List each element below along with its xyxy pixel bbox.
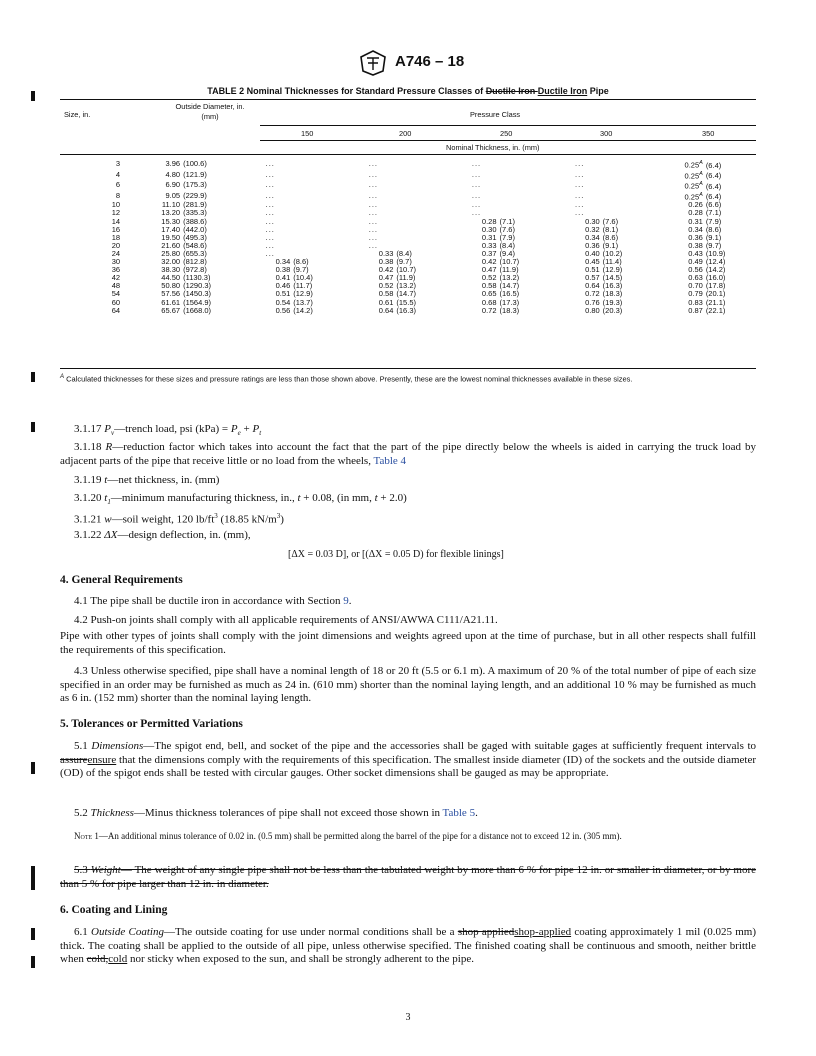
table-caption: TABLE 2 Nominal Thicknesses for Standard Pressure Classes of Ductile Iron Ductile Iron Pipe <box>207 86 609 96</box>
table-row <box>60 170 756 181</box>
section-9-link[interactable]: 9 <box>343 595 349 607</box>
thickness-cell: ... <box>265 191 275 201</box>
od-cell: 21.60 (548.6) <box>161 240 207 250</box>
thickness-cell: ... <box>265 200 275 210</box>
page-number: 3 <box>405 1012 411 1023</box>
table-row <box>60 180 756 191</box>
thickness-cell: ... <box>265 180 275 190</box>
thickness-cell: 0.58 (14.7) <box>378 289 416 299</box>
thickness-cell: ... <box>265 169 275 179</box>
thickness-cell: $0.25^A$ (6.4) <box>684 170 722 181</box>
change-bar <box>31 762 35 774</box>
thickness-cell: 0.31 (7.9) <box>481 232 515 242</box>
thickness-cell: 0.63 (16.0) <box>688 273 726 283</box>
size-cell: 4 <box>115 169 121 179</box>
table-row <box>60 159 756 170</box>
pressure-rule <box>260 125 756 126</box>
table-bottom-rule <box>60 368 756 369</box>
thickness-cell: ... <box>368 191 379 201</box>
col-od-header: Outside Diameter, in. (mm) <box>175 102 245 121</box>
para-4-2: 4.2 Push-on joints shall comply with all applicable requirements of ANSI/AWWA C111/A21.11. <box>74 614 498 626</box>
size-cell: 48 <box>111 281 121 291</box>
thickness-cell: 0.30 (7.6) <box>585 216 619 226</box>
table-footnote: $^A$ Calculated thicknesses for these sizes and pressure ratings are less than those shown above. Presently, these are the lowest nominal thicknesses available in these sizes. <box>60 374 633 384</box>
change-bar <box>31 956 35 968</box>
thickness-cell: 0.40 (10.2) <box>585 248 623 258</box>
thickness-cell: $0.25^A$ (6.4) <box>684 191 722 202</box>
thickness-cell: 0.64 (16.3) <box>378 305 416 315</box>
para-4-2-b: Pipe with other types of joints shall comply with the joint dimensions and weights agreed upon at the time of purchase, but in all other respects shall fulfill the requirements of this specification. <box>60 630 756 656</box>
class-200: 200 <box>399 129 412 138</box>
thickness-cell: ... <box>368 169 379 179</box>
thickness-cell: ... <box>575 169 585 179</box>
thickness-cell: 0.31 (7.9) <box>688 216 722 226</box>
size-cell: 12 <box>111 208 121 218</box>
od-cell: 13.20 (335.3) <box>161 208 207 218</box>
thickness-cell: 0.34 (8.6) <box>585 232 619 242</box>
thickness-cell: ... <box>575 200 585 210</box>
od-cell: 65.67 (1668.0) <box>161 305 212 315</box>
od-cell: 44.50 (1130.3) <box>161 273 211 283</box>
section-5-heading: 5. Tolerances or Permitted Variations <box>60 718 243 730</box>
thickness-cell: ... <box>368 224 379 234</box>
thickness-cell: 0.65 (16.5) <box>481 289 520 299</box>
thickness-cell: ... <box>575 191 585 201</box>
thickness-cell: ... <box>265 232 275 242</box>
thickness-cell: ... <box>471 200 482 210</box>
size-cell: 8 <box>115 191 121 201</box>
size-cell: 10 <box>111 200 121 210</box>
size-cell: 54 <box>111 289 121 299</box>
thickness-cell: ... <box>471 208 482 218</box>
thickness-cell: 0.38 (9.7) <box>378 257 412 267</box>
col-pressure-header: Pressure Class <box>470 110 521 119</box>
od-cell: 17.40 (442.0) <box>161 224 207 234</box>
od-cell: 4.80 (121.9) <box>165 169 207 179</box>
thickness-cell: 0.64 (16.3) <box>585 281 623 291</box>
od-cell: 9.05 (229.9) <box>165 191 207 201</box>
thickness-cell: ... <box>368 232 379 242</box>
change-bar <box>31 866 35 890</box>
thickness-cell: 0.52 (13.2) <box>481 273 520 283</box>
thickness-cell: ... <box>368 208 379 218</box>
thickness-cell: 0.37 (9.4) <box>481 248 515 258</box>
thickness-cell: 0.49 (12.4) <box>688 257 726 267</box>
thickness-cell: 0.76 (19.3) <box>585 297 623 307</box>
size-cell: 60 <box>111 297 121 307</box>
section-4-heading: 4. General Requirements <box>60 574 183 586</box>
thickness-cell: 0.51 (12.9) <box>275 289 313 299</box>
thickness-cell: 0.58 (14.7) <box>481 281 520 291</box>
page-header <box>0 50 816 78</box>
para-5-3-deleted: 5.3 Weight— The weight of any single pipe shall not be less than the tabulated weight by more than 6 % for pipe 12 in. or smaller in diameter, or by more than 5 % for pipe larger than 12 in. in diameter. <box>60 864 757 890</box>
thickness-cell: ... <box>368 216 379 226</box>
thickness-cell: 0.47 (11.9) <box>378 273 416 283</box>
od-cell: 11.10 (281.9) <box>161 200 207 210</box>
thickness-cell: ... <box>471 191 482 201</box>
od-cell: 19.50 (495.3) <box>161 232 207 242</box>
thickness-cell: ... <box>471 159 482 169</box>
def-3-1-19: 3.1.19 t—net thickness, in. (mm) <box>74 474 220 486</box>
thickness-cell: ... <box>368 240 379 250</box>
thickness-cell: 0.36 (9.1) <box>688 232 722 242</box>
table-top-rule <box>60 99 756 100</box>
thickness-cell: 0.56 (14.2) <box>688 265 726 275</box>
thickness-cell: 0.87 (22.1) <box>688 305 726 315</box>
note-1: Note 1—An additional minus tolerance of 0.02 in. (0.5 mm) shall be permitted along the barrel of the pipe for a distance not to exceed 12 in. (305 mm). <box>74 831 622 841</box>
size-cell: 64 <box>111 305 121 315</box>
size-cell: 18 <box>111 232 121 242</box>
thickness-cell: 0.83 (21.1) <box>688 297 726 307</box>
thickness-subhead: Nominal Thickness, in. (mm) <box>446 143 540 152</box>
thickness-cell: 0.51 (12.9) <box>585 265 623 275</box>
od-cell: 61.61 (1564.9) <box>161 297 212 307</box>
thickness-cell: 0.70 (17.8) <box>688 281 726 291</box>
od-cell: 50.80 (1290.3) <box>161 281 212 291</box>
thickness-cell: ... <box>575 208 585 218</box>
para-4-1: 4.1 The pipe shall be ductile iron in accordance with Section 9. <box>74 595 352 607</box>
astm-logo-icon <box>359 50 387 76</box>
change-bar <box>31 372 35 382</box>
class-rule <box>260 140 756 141</box>
thickness-cell: 0.33 (8.4) <box>481 240 515 250</box>
def-3-1-20: 3.1.20 $t_1—minimum$ manufacturing thickness, in., t + 0.08, (in mm, t + 2.0) <box>74 492 407 507</box>
thickness-cell: ... <box>368 200 379 210</box>
thickness-cell: 0.33 (8.4) <box>378 248 412 258</box>
od-cell: 15.30 (388.6) <box>161 216 207 226</box>
class-350: 350 <box>702 129 715 138</box>
thickness-cell: ... <box>471 180 482 190</box>
thickness-cell: ... <box>265 216 275 226</box>
thickness-cell: ... <box>575 159 585 169</box>
od-cell: 57.56 (1450.3) <box>161 289 212 299</box>
thickness-cell: ... <box>368 180 379 190</box>
size-cell: 3 <box>115 159 121 169</box>
size-cell: 16 <box>111 224 121 234</box>
class-150: 150 <box>301 129 314 138</box>
change-bar <box>31 91 35 101</box>
thickness-cell: 0.28 (7.1) <box>688 208 722 218</box>
para-6-1: 6.1 Outside Coating—The outside coating for use under normal conditions shall be a shop appliedshop-applied coating approximately 1 mil (0.025 mm) thick. The coating shall be applied to the outside of all pipe, unless otherwise specified. The finished coating shall be continuous and smooth, neither brittle when cold,cold nor sticky when exposed to the sun, and shall be strongly adherent to the pipe. <box>60 926 756 966</box>
thickness-cell: 0.34 (8.6) <box>688 224 722 234</box>
thickness-cell: 0.57 (14.5) <box>585 273 623 283</box>
thickness-cell: 0.38 (9.7) <box>688 240 722 250</box>
thickness-cell: 0.43 (10.9) <box>688 248 726 258</box>
thickness-cell: 0.61 (15.5) <box>378 297 416 307</box>
para-5-2: 5.2 Thickness—Minus thickness tolerances of pipe shall not exceed those shown in Table 5. <box>74 807 478 819</box>
thickness-cell: ... <box>265 224 275 234</box>
table-4-link[interactable]: Table 4 <box>373 454 407 467</box>
header-bottom-rule <box>60 154 756 155</box>
thickness-cell: ... <box>265 248 275 258</box>
od-cell: 32.00 (812.8) <box>161 257 207 267</box>
thickness-cell: 0.46 (11.7) <box>275 281 313 291</box>
thickness-cell: 0.30 (7.6) <box>481 224 515 234</box>
thickness-cell: ... <box>265 240 275 250</box>
thickness-cell: 0.68 (17.3) <box>481 297 520 307</box>
deflection-formula: [ΔX = 0.03 D], or [(ΔX = 0.05 D) for flexible linings] <box>288 549 504 560</box>
def-3-1-21: 3.1.21 w—soil weight, 120 $lb/ft^3$ (18.85 $kN/m^3$) <box>74 512 284 526</box>
od-cell: 6.90 (175.3) <box>165 180 207 190</box>
def-3-1-17: 3.1.17 $P_v—trench$ load, psi $(kPa) = P_e + P_t$ <box>74 423 262 438</box>
thickness-cell: 0.32 (8.1) <box>585 224 619 234</box>
change-bar <box>31 422 35 432</box>
size-cell: 24 <box>111 248 121 258</box>
size-cell: 30 <box>111 257 121 267</box>
document-id: A746 – 18 <box>395 53 465 70</box>
thickness-cell: ... <box>265 159 275 169</box>
thickness-cell: 0.36 (9.1) <box>585 240 619 250</box>
size-cell: 42 <box>111 273 121 283</box>
thickness-cell: 0.42 (10.7) <box>481 257 520 267</box>
col-size-header: Size, in. <box>64 110 91 119</box>
thickness-cell: 0.52 (13.2) <box>378 281 416 291</box>
thickness-cell: ... <box>368 159 379 169</box>
thickness-cell: 0.80 (20.3) <box>585 305 623 315</box>
thickness-table <box>60 159 756 315</box>
class-250: 250 <box>500 129 513 138</box>
thickness-cell: 0.54 (13.7) <box>275 297 313 307</box>
table-5-link[interactable]: Table 5 <box>442 807 476 819</box>
thickness-cell: 0.38 (9.7) <box>275 265 309 275</box>
od-cell: 3.96 (100.6) <box>165 159 207 169</box>
size-cell: 36 <box>111 265 121 275</box>
size-cell: 14 <box>111 216 121 226</box>
thickness-cell: 0.28 (7.1) <box>481 216 515 226</box>
table-row <box>60 307 756 315</box>
section-6-heading: 6. Coating and Lining <box>60 904 168 916</box>
thickness-cell: 0.72 (18.3) <box>585 289 623 299</box>
size-cell: 6 <box>115 180 121 190</box>
class-300: 300 <box>600 129 613 138</box>
thickness-cell: 0.42 (10.7) <box>378 265 416 275</box>
od-cell: 25.80 (655.3) <box>161 248 207 258</box>
change-bar <box>31 928 35 940</box>
thickness-cell: $0.25^A$ (6.4) <box>684 160 722 170</box>
thickness-cell: 0.56 (14.2) <box>275 305 313 315</box>
thickness-cell: ... <box>575 180 585 190</box>
thickness-cell: 0.72 (18.3) <box>481 305 520 315</box>
para-5-1: 5.1 Dimensions—The spigot end, bell, and socket of the pipe and the accessories shall be gaged with suitable gages at sufficiently frequent intervals to assureensure that the dimensions comply with the requirements of this specification. The smallest inside diameter (ID) of the sockets and the outside diameter (OD) of the spigot ends shall be tested with circular gauges. Other socket dimensions shall be gauged as may be appropriate. <box>60 740 757 780</box>
thickness-cell: 0.47 (11.9) <box>481 265 519 275</box>
thickness-cell: 0.41 (10.4) <box>275 273 313 283</box>
def-3-1-18: 3.1.18 R—reduction factor which takes into account the fact that the part of the pipe directly below the wheels is aided in carrying the truck load by adjacent parts of the pipe that receive little or no load from the wheels, Table 4 <box>60 441 756 467</box>
thickness-cell: 0.79 (20.1) <box>688 289 726 299</box>
para-4-3: 4.3 Unless otherwise specified, pipe shall have a nominal length of 18 or 20 ft (5.5 or 6.1 m). A maximum of 20 % of the total number of pipe of each size specified in an order may be furnished as much as 24 in. (610 mm) shorter than the nominal laying length, and an additional 10 % may be furnished as much as 6 in. (152 mm) shorter than the nominal laying length. <box>60 665 756 705</box>
thickness-cell: 0.45 (11.4) <box>585 257 622 267</box>
thickness-cell: $0.25^A$ (6.4) <box>684 181 722 191</box>
def-3-1-22: 3.1.22 ΔX—design deflection, in. (mm), <box>74 529 251 541</box>
size-cell: 20 <box>111 240 121 250</box>
thickness-cell: ... <box>265 208 275 218</box>
thickness-cell: 0.34 (8.6) <box>275 257 309 267</box>
od-cell: 38.30 (972.8) <box>161 265 207 275</box>
thickness-cell: ... <box>471 169 482 179</box>
thickness-cell: 0.26 (6.6) <box>688 200 722 210</box>
